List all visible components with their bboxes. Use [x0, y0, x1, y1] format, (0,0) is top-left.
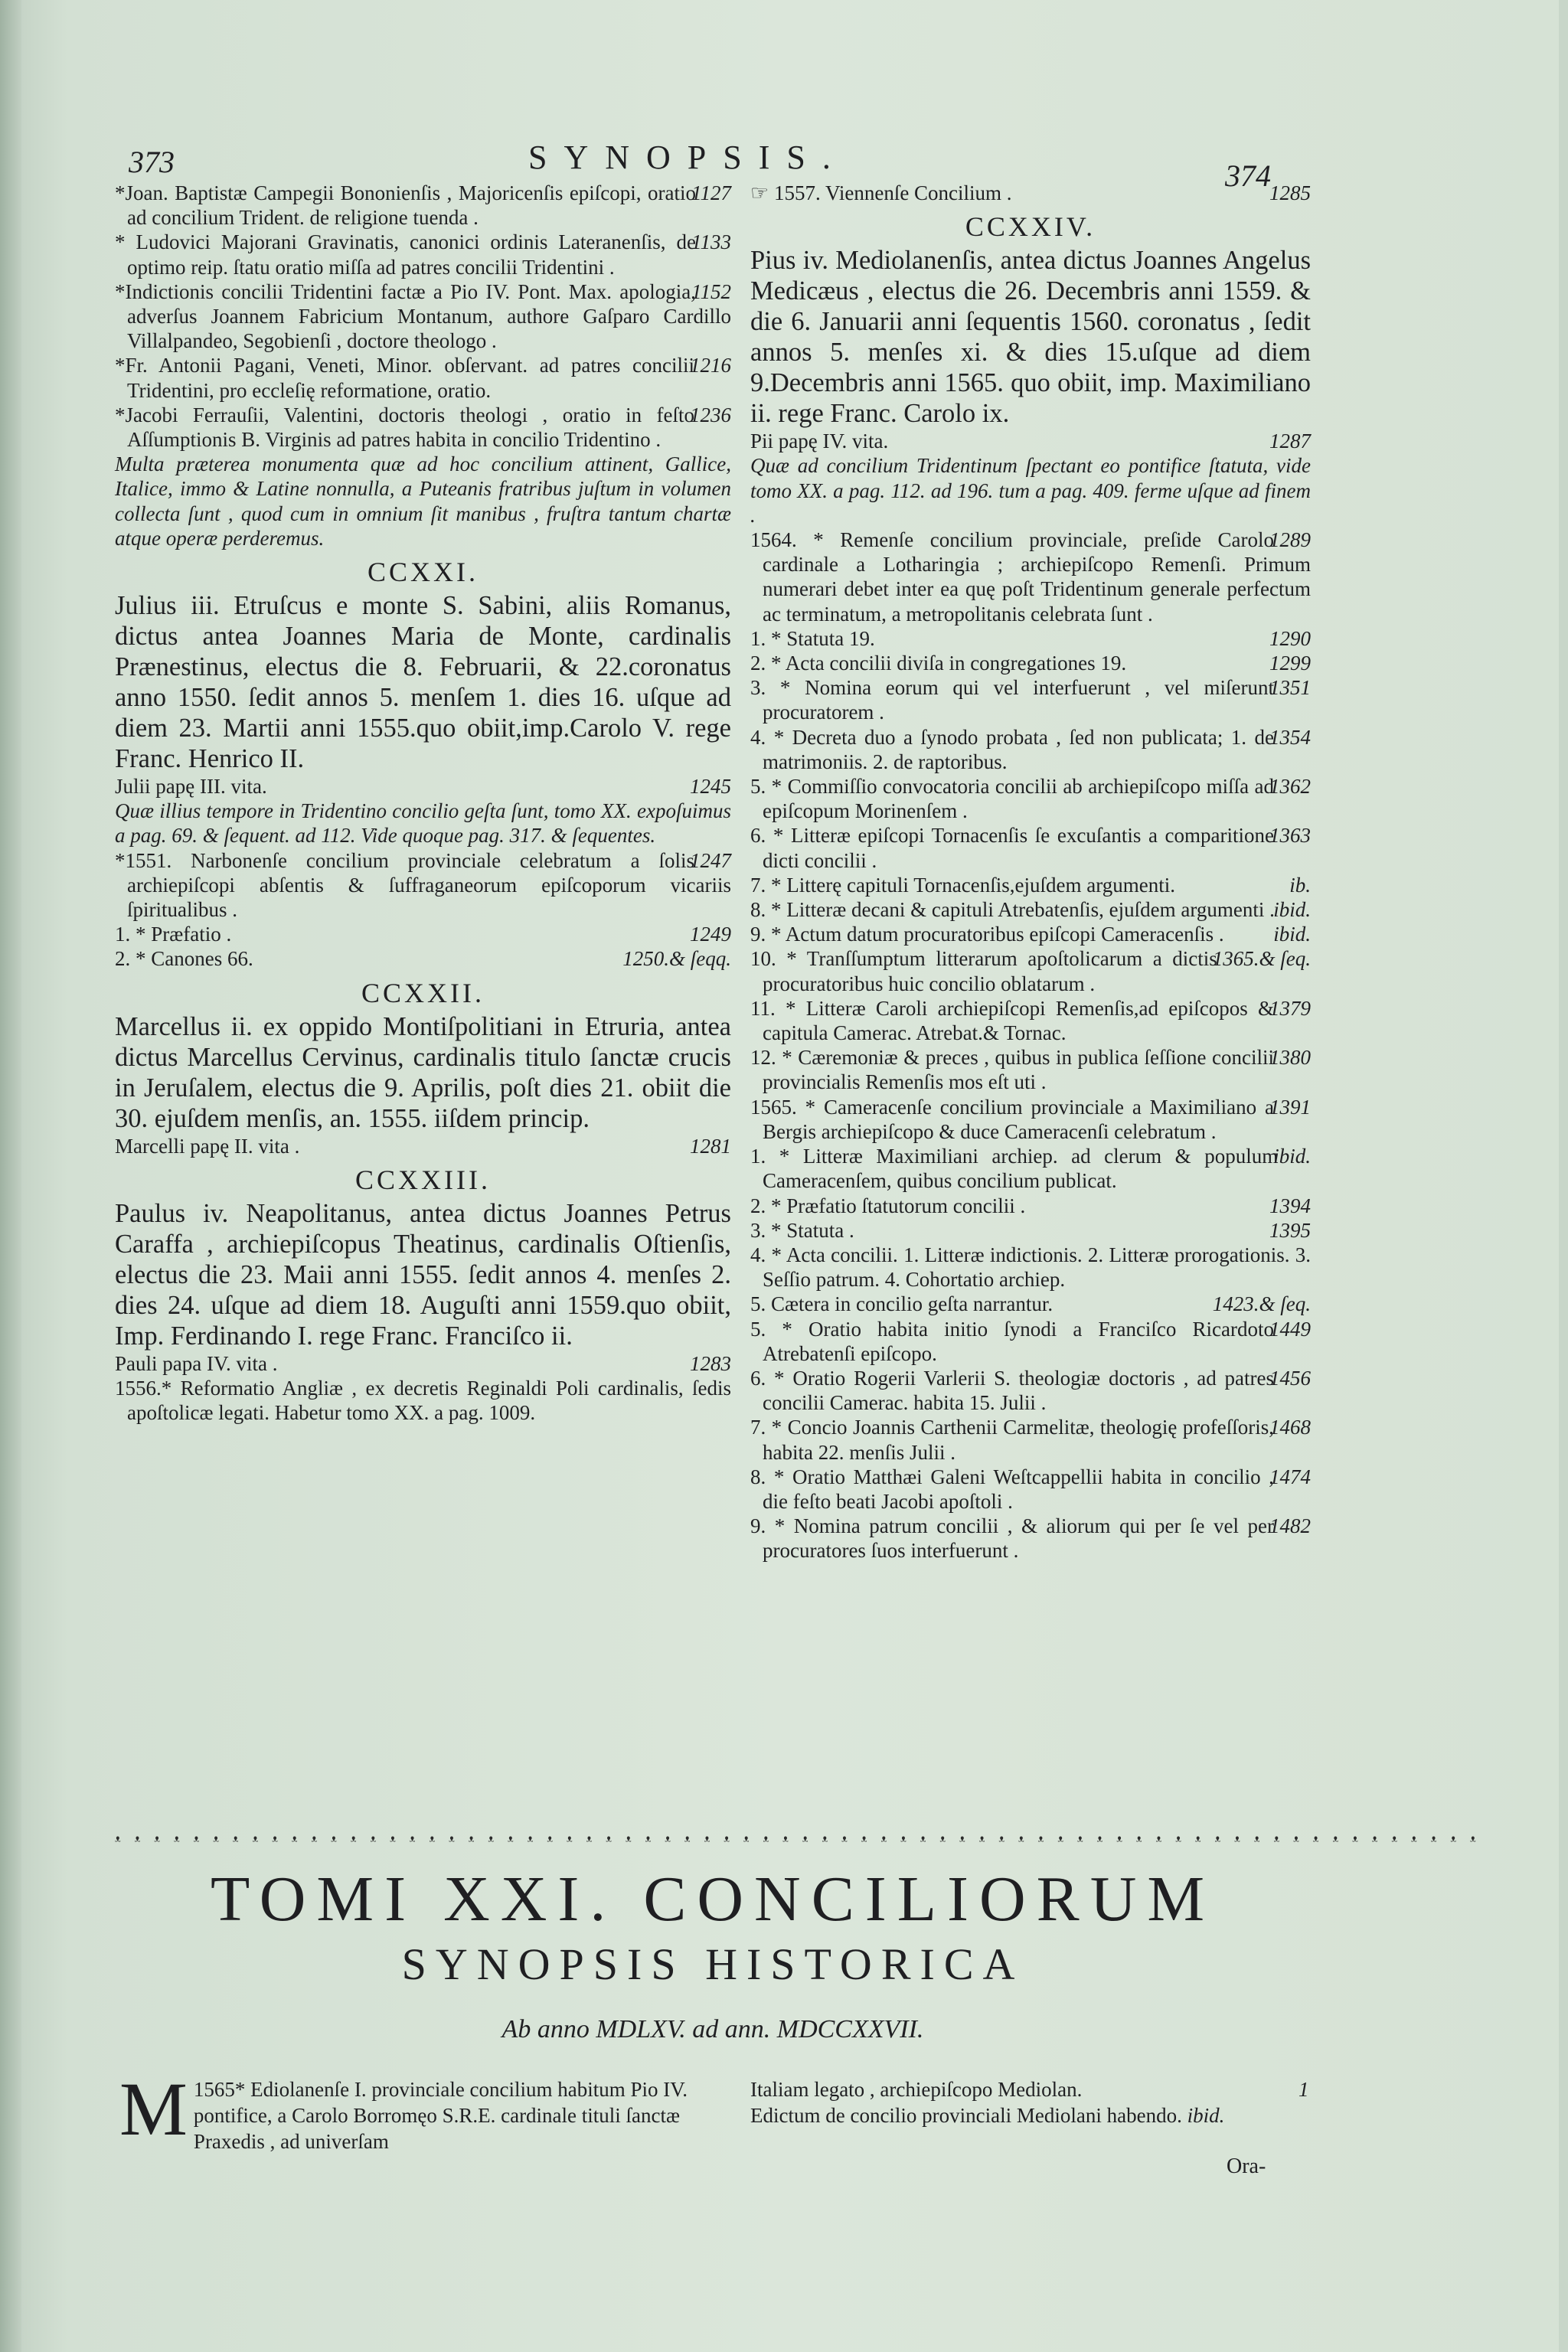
section-heading: CCXXII.: [361, 977, 485, 1008]
page-ref: 1152: [691, 279, 731, 303]
entry-list-right: [750, 528, 1311, 1563]
list-item: [750, 181, 1311, 205]
vita-entry: [115, 774, 731, 799]
entry-text: 6. * Litteræ epiſcopi Tornacenſis ſe excuſantis a comparitione dicti concilii .: [750, 824, 1274, 872]
page-number-right: 374: [1225, 158, 1271, 193]
list-item: [750, 1243, 1311, 1292]
page-ref: 1290: [1269, 626, 1311, 650]
list-item: [750, 996, 1311, 1045]
list-item: [750, 1514, 1311, 1563]
entry-text: *Fr. Antonii Pagani, Veneti, Minor. obſervant. ad patres concilii Tridentini, pro eccleſię reformatione, oratio.: [115, 354, 694, 402]
editorial-note: Multa præterea monumenta quæ ad hoc concilium attinent, Gallice, Italice, immo & Latine nonnulla, a Puteanis fratribus juſtum in volumen collecta ſunt , quod cum in omnium ſit manibus , fruſtra tantum chartæ atque operæ perderemus.: [115, 452, 731, 550]
section-heading: CCXXIV.: [965, 211, 1096, 243]
drop-capital: M: [119, 2066, 188, 2151]
entry-text: 1. * Statuta 19.: [750, 626, 875, 650]
list-item: [115, 848, 731, 923]
list-item: [750, 1292, 1311, 1316]
list-item: [750, 2102, 1311, 2128]
entry-text: 12. * Cæremoniæ & preces , quibus in publica ſeſſione concilii provincialis Remenſis mos eſt uti .: [750, 1046, 1274, 1094]
entry-text: Marcelli papę II. vita .: [115, 1134, 300, 1158]
section-subtitle: SYNOPSIS HISTORICA: [401, 1939, 1024, 1989]
list-item: [750, 725, 1311, 774]
list-item: [750, 774, 1311, 823]
page-ref: 1250.& ſeqq.: [622, 947, 731, 971]
list-item: [750, 1194, 1311, 1218]
list-item: [750, 1366, 1311, 1415]
page-ref: 1299: [1269, 652, 1311, 675]
vita-entry: [115, 1351, 731, 1376]
entry-text: 3. * Statuta .: [750, 1218, 854, 1242]
list-item: [115, 946, 731, 971]
running-head: SYNOPSIS.: [528, 139, 848, 176]
editorial-note: Quæ illius tempore in Tridentino concilio geſta ſunt, tomo XX. expoſuimus a pag. 69. & ſequent. ad 112. Vide quoque pag. 317. & ſequentes.: [115, 799, 731, 848]
page-ref: 1249: [690, 923, 731, 946]
page-ref: 1281: [690, 1134, 731, 1158]
ornamental-rule: ᵜ ᵜ ᵜ ᵜ ᵜ ᵜ ᵜ ᵜ ᵜ ᵜ ᵜ ᵜ ᵜ ᵜ ᵜ ᵜ ᵜ ᵜ ᵜ ᵜ ᵜ ᵜ ᵜ ᵜ ᵜ ᵜ ᵜ ᵜ ᵜ ᵜ ᵜ ᵜ ᵜ ᵜ ᵜ ᵜ ᵜ ᵜ ᵜ ᵜ ᵜ ᵜ ᵜ ᵜ ᵜ ᵜ ᵜ ᵜ ᵜ ᵜ ᵜ ᵜ ᵜ ᵜ ᵜ ᵜ ᵜ ᵜ ᵜ ᵜ ᵜ ᵜ ᵜ ᵜ ᵜ ᵜ ᵜ ᵜ ᵜ ᵜ: [115, 1831, 1481, 1851]
entry-text: Edictum de concilio provinciali Mediolani habendo.: [750, 2104, 1182, 2127]
opening-entry-continued: [750, 2076, 1311, 2128]
entry-text: 7. * Litterę capituli Tornacenſis,ejuſdem argumenti.: [750, 873, 1175, 897]
page-ref: 1287: [1269, 430, 1311, 453]
year-label: 1565*: [193, 2078, 246, 2101]
list-item: [115, 279, 731, 354]
page-ref: 1285: [1269, 181, 1311, 204]
list-item: [750, 946, 1311, 995]
entry-text: 5. Cætera in concilio geſta narrantur.: [750, 1292, 1054, 1316]
entry-text: 10. * Tranſſumptum litterarum apoſtolicarum a dictis procuratoribus huic concilio oblatarum .: [750, 947, 1217, 995]
entry-text: 2. * Acta concilii diviſa in congregationes 19.: [750, 652, 1127, 675]
entry-text: 2. * Canones 66.: [115, 947, 253, 971]
page-ref: 1394: [1269, 1194, 1311, 1217]
entry-text: Pii papę IV. vita.: [750, 430, 889, 453]
page-ref: 1449: [1269, 1317, 1311, 1341]
list-item: [750, 626, 1311, 651]
list-item: [750, 651, 1311, 675]
list-item: [115, 230, 731, 279]
page-ref: 1289: [1269, 528, 1311, 552]
list-item: [750, 528, 1311, 626]
list-item: [115, 181, 731, 230]
page-ref: 1283: [690, 1351, 731, 1375]
section-heading: CCXXI.: [367, 557, 479, 588]
page-ref: ibid.: [1273, 923, 1311, 946]
page-ref: 1133: [691, 230, 731, 254]
list-item: [750, 922, 1311, 946]
entry-text: Pauli papa IV. vita .: [115, 1351, 278, 1375]
list-item: [115, 353, 731, 402]
entry-text: 1564. * Remenſe concilium provinciale, preſide Carolo cardinale a Lotharingia ; archiepiſcopo Remenſi. Primum numerari debet inter ea quę poſt Tridentinum generale perfectum ac terminatum, a metropolitanis celebrata ſunt .: [750, 528, 1311, 626]
page-ref: 1456: [1269, 1366, 1311, 1390]
page-ref: 1395: [1269, 1218, 1311, 1242]
page-ref: 1474: [1269, 1465, 1311, 1488]
entry-text: * Ludovici Majorani Gravinatis, canonici ordinis Lateranenſis, de optimo reip. ſtatu oratio miſſa ad patres concilii Tridentini .: [115, 230, 696, 279]
date-range: Ab anno MDLXV. ad ann. MDCCXXVII.: [501, 2015, 924, 2043]
opening-entry: [115, 2066, 712, 2154]
entry-text: 7. * Concio Joannis Carthenii Carmelitæ, theologię profeſſoris, habita 22. menſis Julii .: [750, 1416, 1274, 1464]
list-item: [750, 1317, 1311, 1366]
page-ref: 1127: [691, 181, 731, 204]
entry-text: 1. * Litteræ Maximiliani archiep. ad clerum & populum Cameracenſem, quibus concilium publicat.: [750, 1145, 1279, 1193]
entry-text: 11. * Litteræ Caroli archiepiſcopi Remenſis,ad epiſcopos & capitula Camerac. Atrebat.& Tornac.: [750, 996, 1274, 1045]
entry-text: Julii papę III. vita.: [115, 775, 267, 799]
page-ref: 1391: [1269, 1095, 1311, 1119]
page-ref: ib.: [1289, 873, 1311, 897]
entry-text: 8. * Litteræ decani & capituli Atrebatenſis, ejuſdem argumenti .: [750, 898, 1275, 922]
page-ref: 1362: [1269, 775, 1311, 799]
list-item: [115, 922, 731, 946]
pope-biography: Paulus iv. Neapolitanus, antea dictus Joannes Petrus Caraffa , archiepiſcopus Theatinus, cardinalis Oſtienſis, electus die 23. Maii anni 1555. ſedit annos 4. menſes 2. dies 24. uſque ad diem 18. Auguſti anni 1559.quo obiit, Imp. Ferdinando I. rege Franc. Franciſco ii.: [115, 1198, 731, 1351]
page-ref: 1380: [1269, 1046, 1311, 1070]
list-item: [750, 1045, 1311, 1094]
page-ref: 1247: [690, 848, 731, 872]
section-heading: CCXXIII.: [355, 1164, 491, 1195]
page-ref: ibid.: [1273, 1145, 1311, 1168]
list-item: [115, 403, 731, 452]
book-gutter: [0, 0, 21, 2352]
page-ref: 1423.& ſeq.: [1212, 1292, 1311, 1316]
vita-entry: [115, 1134, 731, 1158]
entry-text: *Joan. Baptistæ Campegii Bononienſis , Majoricenſis epiſcopi, oratio ad concilium Trident. de religione tuenda .: [115, 181, 696, 230]
list-item: 1 Italiam legato , archiepiſcopo Mediolan.: [750, 2078, 1309, 2101]
entry-text: 8. * Oratio Matthæi Galeni Weſtcappellii habita in concilio , die feſto beati Jacobi apoſtoli .: [750, 1465, 1274, 1513]
entry-text: 9. * Actum datum procuratoribus epiſcopi Cameracenſis .: [750, 923, 1224, 946]
entry-text: 5. * Commiſſio convocatoria concilii ab archiepiſcopo miſſa ad epiſcopum Morinenſem .: [750, 775, 1274, 823]
entry-list-top: [115, 181, 731, 452]
entry-text: 1. * Præfatio .: [115, 923, 232, 946]
page-ref: 1363: [1269, 824, 1311, 848]
list-item: [750, 897, 1311, 922]
vita-entry: [750, 429, 1311, 453]
entry-text: Ediolanenſe I. provinciale concilium habitum Pio IV. pontifice, a Carolo Borromęo S.R.E. cardinale tituli ſanctæ Praxedis , ad univerſam: [193, 2078, 688, 2153]
entry-text: 3. * Nomina eorum qui vel interfuerunt , vel miſerunt procuratorem .: [750, 676, 1274, 724]
list-item: [750, 1095, 1311, 1144]
entry-text: 9. * Nomina patrum concilii , & aliorum qui per ſe vel per procuratores ſuos interfuerunt .: [750, 1514, 1274, 1563]
right-column: [750, 181, 1311, 1563]
page-ref: 1379: [1269, 996, 1311, 1020]
list-item: [750, 873, 1311, 897]
entry-text: *Indictionis concilii Tridentini factæ a Pio IV. Pont. Max. apologia, adverſus Joannem Fabricium Montanum, authore Gaſparo Cardillo Villalpandeo, Segobienſi , doctore theologo .: [115, 279, 731, 353]
page-ref: 1482: [1269, 1514, 1311, 1538]
pope-biography: Pius iv. Mediolanenſis, antea dictus Joannes Angelus Medicæus , electus die 26. Decembris anni 1559. & die 6. Januarii anni ſequentis 1560. coronatus , ſedit annos 5. menſes xi. & dies 15.uſque ad diem 9.Decembris anni 1565. quo obiit, imp. Maximiliano ii. rege Franc. Carolo ix.: [750, 246, 1311, 429]
list-item: [750, 675, 1311, 724]
page-ref: 1365.& ſeq.: [1212, 947, 1311, 971]
entry-text: 6. * Oratio Rogerii Varlerii S. theologiæ doctoris , ad patres concilii Camerac. habita 15. Julii .: [750, 1366, 1274, 1415]
list-item: [750, 823, 1311, 872]
pope-biography: Marcellus ii. ex oppido Montiſpolitiani in Etruria, antea dictus Marcellus Cervinus, cardinalis titulo ſanctæ crucis in Jeruſalem, electus die 9. Aprilis, poſt dies 21. obiit die 30. ejuſdem menſis, an. 1555. iiſdem princip.: [115, 1011, 731, 1133]
editorial-note: Quæ ad concilium Tridentinum ſpectant eo pontifice ſtatuta, vide tomo XX. a pag. 112. ad 196. tum a pag. 409. ferme uſque ad finem .: [750, 454, 1311, 527]
pope-biography: Julius iii. Etruſcus e monte S. Sabini, aliis Romanus, dictus antea Joannes Maria de Monte, cardinalis Prænestinus, electus die 8. Februarii, & 22.coronatus anno 1550. ſedit annos 5. menſem 1. dies 16. uſque ad diem 23. Martii anni 1555.quo obiit,imp.Carolo V. rege Franc. Henrico II.: [115, 591, 731, 774]
entry-text: 1565. * Cameracenſe concilium provinciale a Maximiliano a Bergis archiepiſcopo & duce Cameracenſi celebratum .: [750, 1095, 1274, 1143]
entry-text: 2. * Præfatio ſtatutorum concilii .: [750, 1194, 1026, 1217]
list-item: [750, 1465, 1311, 1514]
list-item: 1556.* Reformatio Angliæ , ex decretis Reginaldi Poli cardinalis, ſedis apoſtolicæ legati. Habetur tomo XX. a pag. 1009.: [115, 1377, 731, 1425]
page-ref: 1468: [1269, 1416, 1311, 1439]
list-item: [750, 1218, 1311, 1243]
entry-text: 5. * Oratio habita initio ſynodi a Franciſco Ricardoto Atrebatenſi epiſcopo.: [750, 1317, 1274, 1365]
page-ref: 1351: [1269, 676, 1311, 700]
left-column: [115, 181, 731, 1425]
page-ref: 1354: [1269, 725, 1311, 749]
entry-text: ☞ 1557. Viennenſe Concilium .: [750, 181, 1012, 204]
entry-text: *Jacobi Ferrauſii, Valentini, doctoris theologi , oratio in feſto Aſſumptionis B. Virginis ad patres habita in concilio Tridentino .: [115, 403, 694, 452]
page-ref: 1245: [690, 775, 731, 799]
entry-text: Italiam legato , archiepiſcopo Mediolan.: [750, 2078, 1083, 2101]
entry-text: *1551. Narbonenſe concilium provinciale celebratum a ſolis archiepiſcopi abſentis & ſuffraganeorum epiſcoporum vicariis ſpiritualibus .: [115, 848, 731, 922]
list-item: [750, 1144, 1311, 1193]
section-title: TOMI XXI. CONCILIORUM: [210, 1864, 1216, 1935]
page-number-left: 373: [129, 145, 175, 179]
list-item: [750, 1415, 1311, 1464]
entry-text: 4. * Decreta duo a ſynodo probata , ſed non publicata; 1. de matrimoniis. 2. de raptoribus.: [750, 725, 1274, 773]
page-ref: 1216: [690, 354, 731, 377]
page-ref: ibid.: [1187, 2104, 1225, 2127]
catchword: Ora-: [1227, 2154, 1266, 2178]
page-ref: 1236: [690, 403, 731, 426]
entry-text: 4. * Acta concilii. 1. Litteræ indictionis. 2. Litteræ prorogationis. 3. Seſſio patrum. 4. Cohortatio archiep.: [750, 1243, 1311, 1292]
page-ref: ibid.: [1273, 898, 1311, 922]
